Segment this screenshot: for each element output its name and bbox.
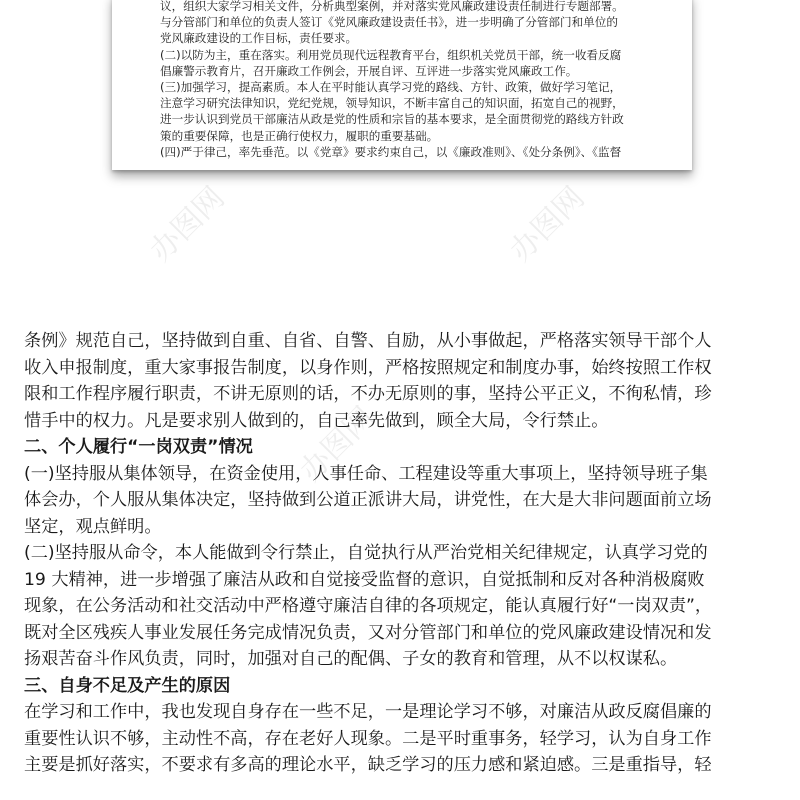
watermark: 办图网 <box>143 180 232 269</box>
paragraph-line: 收入申报制度，重大家事报告制度，以身作则，严格按照规定和制度办事，始终按照工作权 <box>24 357 712 378</box>
preview-text-block <box>160 0 660 160</box>
paragraph-line: 主要是抓好落实，不要求有多高的理论水平，缺乏学习的压力感和紧迫感。三是重指导，轻 <box>24 755 712 775</box>
paragraph-line: 体会办，个人服从集体决定，坚持做到公道正派讲大局，讲党性，在大是大非问题面前立场 <box>24 490 712 510</box>
paragraph-line: 现象，在公务活动和社交活动中严格遵守廉洁自律的各项规定，能认真履行好“一岗双责”， <box>24 596 713 616</box>
watermark: 办图网 <box>503 180 592 269</box>
paragraph-line: 19 大精神，进一步增强了廉洁从政和自觉接受监督的意识，自觉抵制和反对各种消极腐败 <box>24 569 705 590</box>
document-body <box>24 328 780 779</box>
paragraph-line: 扬艰苦奋斗作风负责，同时，加强对自己的配偶、子女的教育和管理，从不以权谋私。 <box>24 649 678 669</box>
preview-paragraph-line: (四)严于律己，率先垂范。以《党章》要求约束自己，以《廉政准则》、《处分条例》、《监督 <box>160 144 622 159</box>
section-heading: 二、个人履行“一岗双责”情况 <box>24 437 253 457</box>
paragraph-line: 既对全区残疾人事业发展任务完成情况负责，又对分管部门和单位的党风廉政建设情况和发 <box>24 622 712 643</box>
preview-paragraph-line: 议，组织大家学习相关文件，分析典型案例，并对落实党风廉政建设责任制进行专题部署。 <box>160 0 624 13</box>
preview-paragraph-line: 策的重要保障，也是正确行使权力，履职的重要基础。 <box>160 128 439 143</box>
preview-paragraph-line: 进一步认识到党员干部廉洁从政是党的性质和宗旨的基本要求，是全面贯彻党的路线方针政 <box>160 112 624 127</box>
document-preview-card <box>112 0 692 170</box>
preview-paragraph-line: (三)加强学习，提高素质。本人在平时能认真学习党的路线、方针、政策，做好学习笔记， <box>160 79 622 94</box>
paragraph-line: 在学习和工作中，我也发现自身存在一些不足，一是理论学习不够，对廉洁从政反腐倡廉的 <box>24 702 712 722</box>
paragraph-line: 坚定，观点鲜明。 <box>24 516 162 537</box>
preview-paragraph-line: 注意学习研究法律知识，党纪党规，领导知识，不断丰富自己的知识面，拓宽自己的视野， <box>160 96 624 111</box>
watermark: 办图网 <box>293 400 382 489</box>
paragraph-line: 重要性认识不够，主动性不高，存在老好人现象。二是平时重事务，轻学习，认为自身工作 <box>24 728 712 749</box>
paragraph-line: 惜手中的权力。凡是要求别人做到的，自己率先做到，顾全大局，令行禁止。 <box>24 410 609 431</box>
paragraph-line: (二)坚持服从命令，本人能做到令行禁止，自觉执行从严治党相关纪律规定，认真学习党的 <box>24 543 708 563</box>
preview-paragraph-line: 党风廉政建设的工作目标，责任要求。 <box>160 31 358 46</box>
section-heading: 三、自身不足及产生的原因 <box>24 675 231 696</box>
paragraph-line: (一)坚持服从集体领导，在资金使用，人事任命、工程建设等重大事项上，坚持领导班子集 <box>24 463 708 484</box>
paragraph-line: 条例》规范自己，坚持做到自重、自省、自警、自励，从小事做起，严格落实领导干部个人 <box>24 331 712 351</box>
preview-paragraph-line: (二)以防为主，重在落实。利用党员现代远程教育平台，组织机关党员干部，统一收看反腐 <box>160 47 622 62</box>
paragraph-line: 限和工作程序履行职责，不讲无原则的话，不办无原则的事，坚持公平正义，不徇私情，珍 <box>24 384 712 404</box>
preview-paragraph-line: 与分管部门和单位的负责人签订《党风廉政建设责任书》，进一步明确了分管部门和单位的 <box>160 15 618 30</box>
preview-paragraph-line: 倡廉警示教育片，召开廉政工作例会，开展自评、互评进一步落实党风廉政工作。 <box>160 63 578 78</box>
